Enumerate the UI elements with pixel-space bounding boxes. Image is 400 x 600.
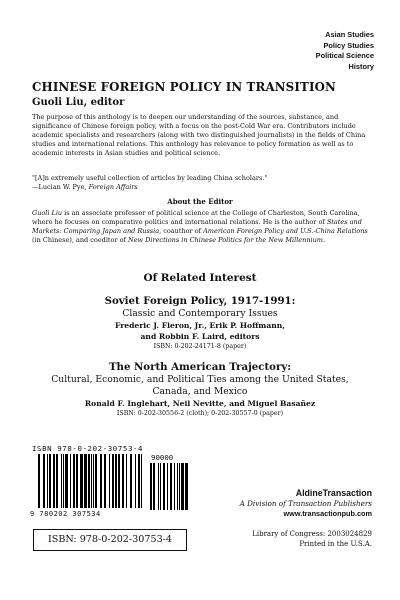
library-info — [252, 529, 372, 549]
barcode-bar — [91, 454, 92, 508]
barcode-bar — [115, 454, 117, 508]
bio-text: (in Chinese), and coeditor of — [32, 236, 129, 245]
subject-categories — [316, 30, 374, 72]
barcode-bar — [109, 454, 111, 508]
bio-book-title: States and Markets: Comparing Japan and Russia — [32, 218, 362, 236]
subject-category: Political Science — [315, 51, 374, 61]
publisher-division: A Division of Transaction Publishers — [239, 499, 372, 508]
bio-text: , coauthor of — [159, 227, 204, 236]
related-book-authors: Ronald F. Inglehart, Neil Nevitte, and Miguel Basañez — [84, 399, 316, 408]
related-book-authors: and Robbin F. Laird, editors — [140, 332, 260, 341]
barcode-bar — [174, 463, 175, 510]
barcode-bar — [95, 454, 97, 508]
book-description: The purpose of this anthology is to deepen our understanding of the sources, substance, and significance of Chinese foreign policy, with a focus on the post-Cold War era. Contributors include academic specialists and researchers (along with two distinguished journalists) in the fields of China studies and international relations. This anthology has relevance to policy formation as well as to academic interests in Asian studies and political science. — [32, 113, 366, 158]
bio-text: is an associate professor of political science at the College of Charleston, South Carolina, where he focuses on comparative politics and international relations. He is the author of — [32, 209, 360, 227]
barcode-bar — [70, 454, 71, 508]
bio-book-title: American Foreign Policy and U.S.-China Relations — [203, 227, 368, 236]
editor-bio — [32, 209, 372, 245]
barcode-bar — [181, 463, 183, 510]
barcode-bar — [61, 454, 62, 508]
barcode-bar — [138, 454, 140, 508]
barcode-digits: 9 780202 307534 — [30, 510, 101, 518]
review-quote — [32, 174, 372, 192]
barcode-bar — [76, 454, 78, 508]
related-book-authors: Frederic J. Fleron, Jr., Erik P. Hoffmann, — [115, 321, 285, 330]
barcode-bar — [93, 454, 94, 508]
related-book-title: The North American Trajectory: — [108, 361, 292, 373]
library-of-congress: Library of Congress: 2003024829 — [252, 530, 372, 538]
about-editor-heading: About the Editor — [167, 197, 233, 206]
related-book-subtitle: Cultural, Economic, and Political Ties among the United States, — [51, 374, 349, 385]
barcode-bar — [49, 454, 51, 508]
barcode-bar — [167, 463, 168, 510]
barcode-bar — [88, 454, 90, 508]
barcode-bar — [177, 463, 178, 510]
barcode-bar — [112, 454, 114, 508]
barcode-bar — [185, 463, 187, 510]
quote-source: Foreign Affairs — [88, 183, 138, 192]
related-book — [0, 361, 400, 419]
barcode-bar — [153, 463, 155, 510]
editor-name: Guoli Liu — [32, 209, 63, 217]
subject-category: Asian Studies — [325, 30, 374, 39]
quote-attribution: —Lucian W. Pye, — [32, 183, 89, 192]
barcode-bar — [56, 454, 58, 508]
barcode-bar — [104, 454, 106, 508]
related-book-isbn: ISBN: 0-202-24171-8 (paper) — [153, 343, 247, 350]
barcode-bar — [163, 463, 165, 510]
related-book-subtitle: Classic and Contemporary Issues — [122, 308, 278, 319]
barcode-bar — [126, 454, 128, 508]
publisher-block — [240, 488, 372, 519]
book-title: CHINESE FOREIGN POLICY IN TRANSITION — [32, 80, 336, 94]
quote-text: "[A]n extremely useful collection of articles by leading China scholars." — [32, 174, 268, 182]
barcode-bar — [160, 463, 161, 510]
printed-in: Printed in the U.S.A. — [299, 540, 372, 548]
isbn-box: ISBN: 978-0-202-30753-4 — [33, 529, 187, 551]
related-book-title: Soviet Foreign Policy, 1917-1991: — [104, 295, 296, 307]
barcode-bars — [38, 454, 143, 510]
barcode-bar — [84, 454, 86, 508]
barcode-bar — [179, 463, 180, 510]
related-book-subtitle: Canada, and Mexico — [152, 386, 248, 397]
related-book-isbn: ISBN: 0-202-30556-2 (cloth); 0-202-30557-0 (paper) — [116, 410, 284, 417]
barcode-bar — [135, 454, 137, 508]
bio-text: . — [322, 236, 326, 245]
barcode-bar — [43, 454, 45, 508]
barcode-bar — [73, 454, 75, 508]
barcode-bar — [38, 454, 40, 508]
barcode-bar — [141, 454, 142, 508]
barcode-bar — [118, 454, 120, 508]
related-interest-heading: Of Related Interest — [143, 272, 257, 284]
bio-book-title: New Directions in Chinese Politics for the New Millennium — [128, 236, 323, 245]
barcode-bar — [80, 454, 82, 508]
subject-category: Policy Studies — [323, 40, 374, 50]
barcode-bar — [47, 454, 48, 508]
barcode-addon-bars — [150, 463, 188, 510]
barcode-bar — [65, 454, 67, 508]
barcode-bar — [63, 454, 64, 508]
barcode-bar — [100, 454, 102, 508]
barcode-bar — [158, 463, 160, 510]
barcode-isbn-text: ISBN 978-0-202-30753-4 — [32, 444, 144, 453]
subject-category: History — [348, 61, 374, 71]
book-editor: Guoli Liu, editor — [32, 97, 125, 108]
publisher-website: www.transactionpub.com — [283, 508, 372, 518]
barcode-bar — [53, 454, 55, 508]
barcode — [30, 444, 190, 520]
related-book — [0, 295, 400, 352]
barcode-bar — [150, 463, 152, 510]
barcode-bar — [122, 454, 124, 508]
barcode-bar — [130, 454, 132, 508]
publisher-name: AldineTransaction — [295, 488, 372, 498]
barcode-addon-text: 90000 — [151, 453, 174, 462]
barcode-bar — [170, 463, 172, 510]
